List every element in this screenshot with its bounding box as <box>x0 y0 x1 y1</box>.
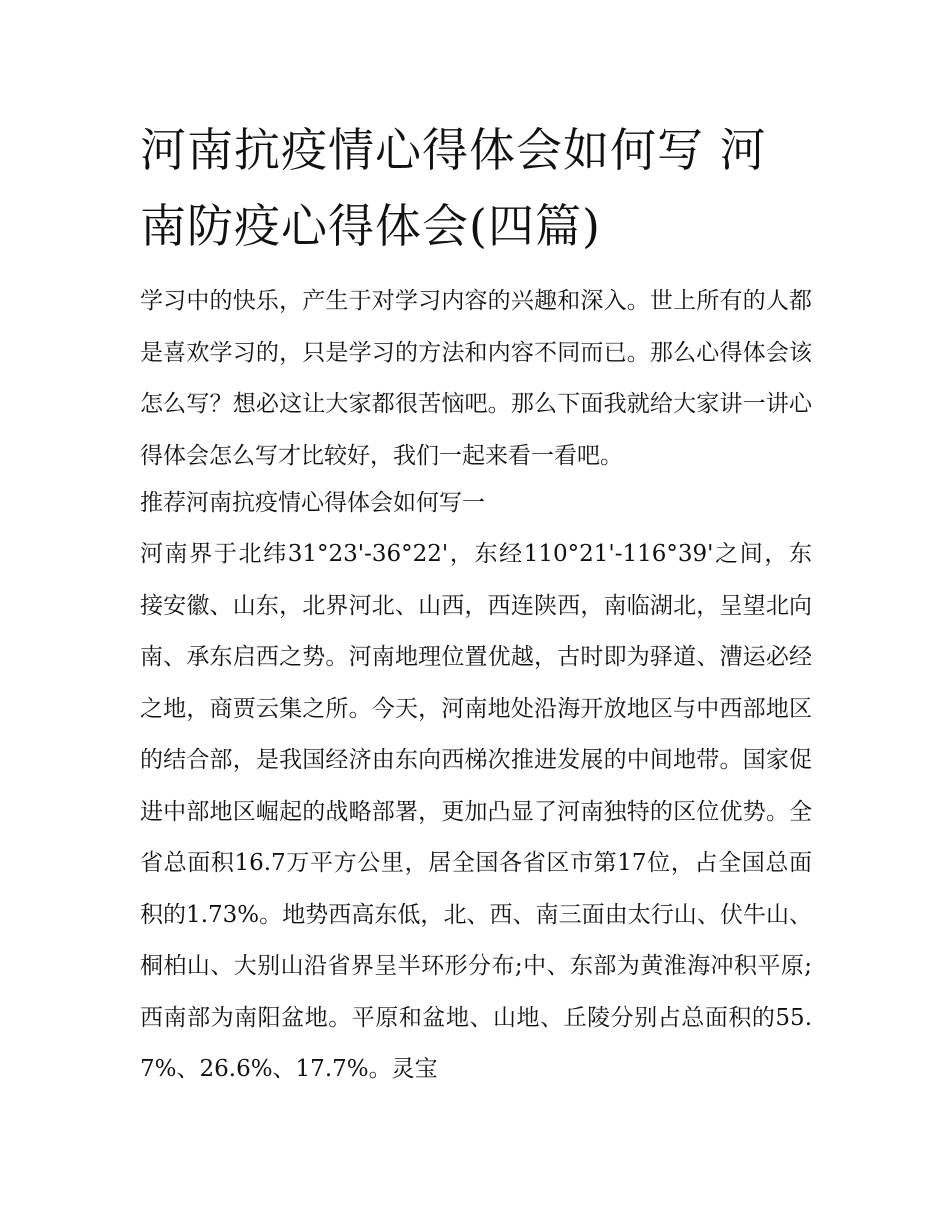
intro-paragraph: 学习中的快乐，产生于对学习内容的兴趣和深入。世上所有的人都是喜欢学习的，只是学习的方法和内容不同而已。那么心得体会该怎么写？想必这让大家都很苦恼吧。那么下面我就给大家讲一讲心得体会怎么写才比较好，我们一起来看一看吧。 <box>140 288 812 469</box>
document-title: 河南抗疫情心得体会如何写 河南防疫心得体会(四篇) <box>140 123 767 253</box>
section-paragraph: 河南界于北纬31°23'-36°22'，东经110°21'-116°39'之间，东接安徽、山东，北界河北、山西，西连陕西，南临湖北，呈望北向南、承东启西之势。河南地理位置优越，古时即为驿道、漕运必经之地，商贾云集之所。今天，河南地处沿海开放地区与中西部地区的结合部，是我国经济由东向西梯次推进发展的中间地带。国家促进中部地区崛起的战略部署，更加凸显了河南独特的区位优势。全省总面积16.7万平方公里，居全国各省区市第17位，占全国总面积的1.73%。地势西高东低，北、西、南三面由太行山、伏牛山、桐柏山、大别山沿省界呈半环形分布;中、东部为黄淮海冲积平原;西南部为南阳盆地。平原和盆地、山地、丘陵分别占总面积的55.7%、26.6%、17.7%。灵宝 <box>140 541 812 1082</box>
section-heading: 推荐河南抗疫情心得体会如何写一 <box>140 490 485 516</box>
